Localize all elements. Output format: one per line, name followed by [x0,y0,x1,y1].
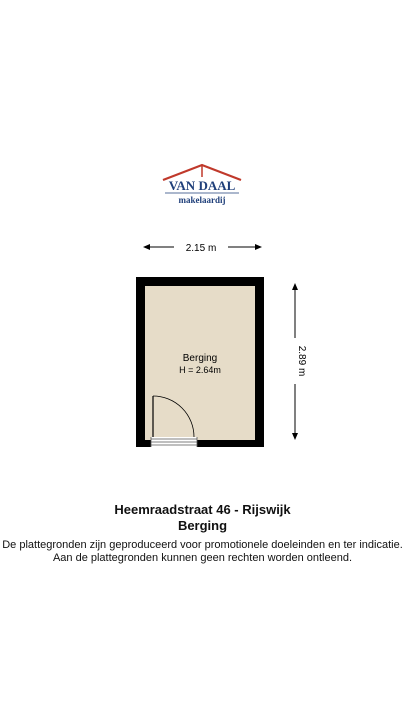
room-height: H = 2.64m [179,365,221,375]
width-label: 2.15 m [185,243,217,254]
depth-label: 2.89 m [296,345,307,377]
arrow-left-icon [143,244,150,250]
logo-tagline: makelaardij [178,195,226,205]
disclaimer-line-2: Aan de plattegronden kunnen geen rechten worden ontleend. [52,552,353,564]
depth-dimension [292,283,307,440]
room-title: Berging [177,518,228,533]
room-name: Berging [182,353,218,364]
address-title: Heemraadstraat 46 - Rijswijk [114,502,291,517]
arrow-up-icon [292,283,298,290]
logo-name: VAN DAAL [168,178,236,193]
arrow-right-icon [255,244,262,250]
disclaimer-line-1: De plattegronden zijn geproduceerd voor promotionele doeleinden en ter indicatie. [2,539,403,551]
arrow-down-icon [292,433,298,440]
width-dimension [143,243,262,254]
